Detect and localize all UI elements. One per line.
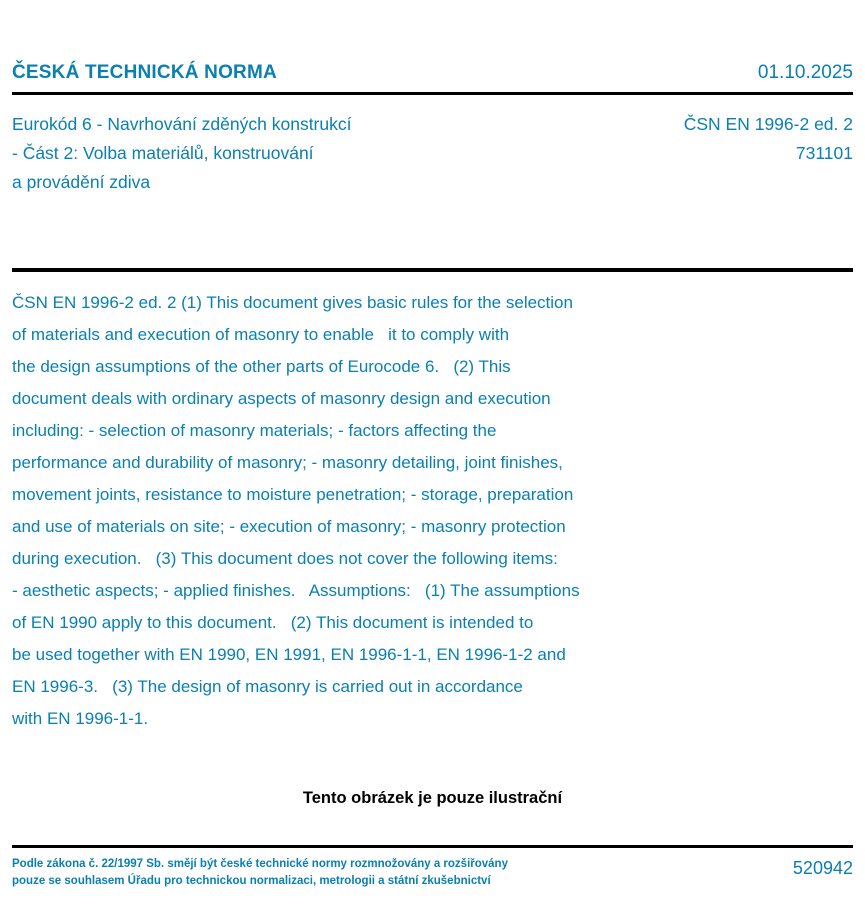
abstract-text — [12, 287, 853, 735]
abstract-line: of materials and execution of masonry to enable it to comply with — [12, 325, 510, 344]
abstract-line: EN 1996-3. (3) The design of masonry is carried out in accordance — [12, 677, 523, 696]
abstract-line: ČSN EN 1996-2 ed. 2 (1) This document gives basic rules for the selection — [12, 293, 573, 312]
standard-title-block — [12, 110, 853, 197]
abstract-line: performance and durability of masonry; - masonry detailing, joint finishes, — [12, 453, 563, 472]
divider-top — [12, 92, 853, 95]
catalog-number: 520942 — [792, 858, 853, 878]
standard-title — [12, 110, 351, 197]
footer-legal-line-1: Podle zákona č. 22/1997 Sb. smějí být české technické normy rozmnožovány a rozšiřovány — [12, 858, 508, 870]
standard-designation: ČSN EN 1996-2 ed. 2 — [683, 114, 853, 134]
illustrative-note: Tento obrázek je pouze ilustrační — [302, 789, 563, 807]
standard-title-line-1: Eurokód 6 - Navrhování zděných konstrukcí — [12, 114, 352, 134]
abstract-line: - aesthetic aspects; - applied finishes. Assumptions: (1) The assumptions — [12, 581, 580, 600]
abstract-line: and use of materials on site; - execution of masonry; - masonry protection — [12, 517, 566, 536]
document-header — [12, 62, 853, 84]
page-title: ČESKÁ TECHNICKÁ NORMA — [12, 62, 277, 83]
standard-classification-code: 731101 — [795, 143, 853, 163]
document-footer — [12, 856, 853, 890]
footer-legal-text — [12, 856, 508, 890]
publication-date: 01.10.2025 — [757, 62, 853, 83]
divider-bottom — [12, 845, 853, 848]
divider-middle — [12, 268, 853, 272]
abstract-line: of EN 1990 apply to this document. (2) This document is intended to — [12, 613, 534, 632]
standard-title-line-3: a provádění zdiva — [12, 172, 151, 192]
abstract-line: including: - selection of masonry materials; - factors affecting the — [12, 421, 497, 440]
abstract-line: be used together with EN 1990, EN 1991, EN 1996-1-1, EN 1996-1-2 and — [12, 645, 566, 664]
abstract-line: movement joints, resistance to moisture penetration; - storage, preparation — [12, 485, 574, 504]
abstract-line: document deals with ordinary aspects of masonry design and execution — [12, 389, 551, 408]
abstract-line: the design assumptions of the other parts of Eurocode 6. (2) This — [12, 357, 511, 376]
abstract-line: with EN 1996-1-1. — [12, 709, 149, 728]
standard-identifiers — [684, 110, 853, 168]
abstract-line: during execution. (3) This document does not cover the following items: — [12, 549, 558, 568]
standard-title-line-2: - Část 2: Volba materiálů, konstruování — [12, 143, 314, 163]
footer-legal-line-2: pouze se souhlasem Úřadu pro technickou normalizaci, metrologii a státní zkušebnictví — [12, 875, 491, 887]
